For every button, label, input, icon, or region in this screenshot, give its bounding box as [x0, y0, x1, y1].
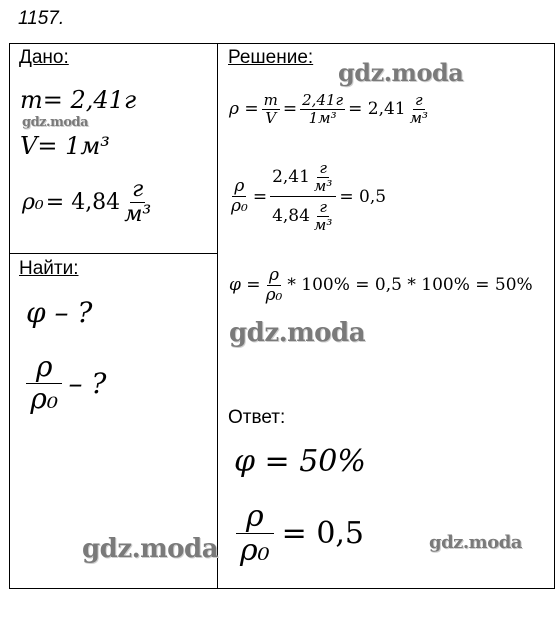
- answer-ratio-result: = 0,5: [281, 516, 365, 551]
- answer-ratio-fraction: [236, 500, 274, 567]
- column-divider: [217, 43, 218, 589]
- eq1-frac-values-den: 1м³: [308, 108, 337, 127]
- eq3-rest: * 100% = 0,5 * 100% = 50%: [287, 275, 533, 296]
- answer-ratio: [236, 500, 364, 567]
- eq2-bottom-unit-den: м³: [313, 215, 333, 234]
- eq1-frac-mv: [262, 92, 280, 126]
- given-mass: [20, 86, 136, 115]
- eq1-frac-mv-den: V: [265, 108, 277, 127]
- eq2-bottom-unit: [312, 199, 334, 233]
- rho0-symbol: ρ₀: [22, 190, 44, 216]
- eq2-bottom-unit-num: г: [319, 198, 327, 216]
- rho0-value: = 4,84: [45, 190, 121, 216]
- find-phi: φ – ?: [26, 296, 93, 329]
- rho0-unit-num: г: [132, 177, 144, 202]
- solution-eq-density: [229, 92, 430, 126]
- answer-ratio-num: ρ: [236, 500, 274, 534]
- solution-eq-phi: [229, 266, 533, 304]
- eq3-frac-rho: [264, 266, 285, 304]
- eq2-frac-rho-den: ρ₀: [231, 196, 248, 216]
- eq1-eq: =: [282, 99, 298, 119]
- eq1-frac-values: [300, 92, 345, 126]
- given-volume: [20, 132, 110, 161]
- eq1-frac-unit: [408, 92, 430, 126]
- answer-header: Ответ:: [228, 407, 286, 428]
- watermark-logo: gdz.moda: [429, 532, 522, 553]
- watermark-logo: gdz.moda: [22, 115, 89, 130]
- find-ratio-fraction: [26, 352, 62, 415]
- watermark-logo: gdz.moda: [338, 58, 464, 87]
- eq1-frac-values-num: 2,41г: [302, 91, 344, 109]
- eq2-top-unit-den: м³: [313, 176, 333, 195]
- solution-eq-ratio: [229, 160, 386, 233]
- rho0-unit: [122, 178, 153, 227]
- eq1-lhs: ρ =: [229, 99, 259, 119]
- eq2-top-unit: [312, 160, 334, 194]
- mass-value: = 2,41г: [42, 86, 137, 114]
- answer-ratio-den: ρ₀: [239, 533, 270, 568]
- eq1-frac-unit-num: г: [415, 91, 423, 109]
- eq1-frac-unit-den: м³: [409, 108, 429, 127]
- eq2-eq: =: [252, 186, 268, 207]
- given-density-reference: [22, 178, 153, 227]
- volume-value: = 1м³: [37, 132, 110, 160]
- eq3-lhs: φ =: [229, 275, 261, 296]
- find-ratio-question: – ?: [68, 366, 107, 400]
- eq2-result: = 0,5: [339, 186, 387, 207]
- eq2-top-line: [270, 160, 336, 197]
- watermark-logo: gdz.moda: [82, 534, 219, 564]
- problem-number: 1157.: [18, 8, 65, 29]
- eq3-frac-rho-num: ρ: [268, 265, 279, 285]
- eq2-big-frac: [270, 160, 336, 233]
- mass-symbol: m: [20, 86, 43, 114]
- eq2-bottom-value: 4,84: [272, 205, 310, 226]
- eq2-bottom-line: [270, 197, 336, 233]
- eq2-frac-rho: [229, 177, 250, 215]
- find-ratio-num: ρ: [26, 352, 62, 384]
- solution-header: Решение:: [228, 47, 314, 68]
- find-header: Найти:: [19, 258, 79, 279]
- answer-phi: φ = 50%: [234, 444, 366, 479]
- eq2-top-unit-num: г: [319, 159, 327, 177]
- eq1-frac-mv-num: m: [263, 91, 278, 109]
- eq2-top-value: 2,41: [272, 166, 310, 187]
- row-divider: [9, 253, 218, 254]
- find-ratio-den: ρ₀: [30, 381, 59, 415]
- eq1-result: = 2,41: [348, 99, 406, 119]
- eq2-frac-rho-num: ρ: [234, 176, 245, 197]
- rho0-unit-den: м³: [124, 202, 152, 228]
- find-ratio: [26, 352, 106, 415]
- watermark-logo: gdz.moda: [229, 318, 366, 348]
- given-header: Дано:: [19, 47, 69, 68]
- eq3-frac-rho-den: ρ₀: [265, 284, 283, 305]
- volume-symbol: V: [20, 132, 38, 160]
